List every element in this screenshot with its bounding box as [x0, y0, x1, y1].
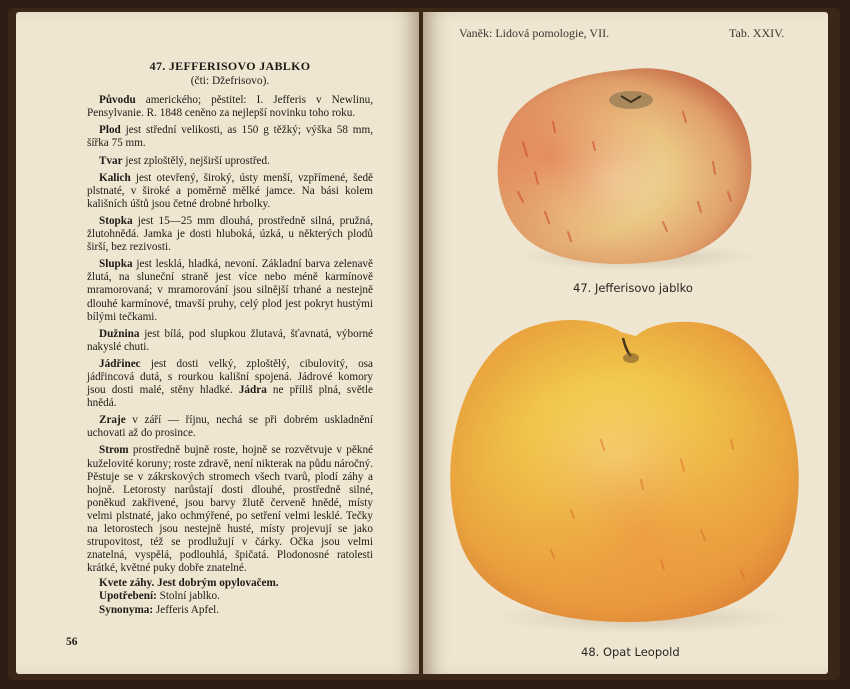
section-core: Jádřinec jest dosti velký, zploštělý, cibulovitý, osa jádřincová dutá, s rourkou kališní spojená. Jádrové komory jsou dosti malé, stěny hladké. Jádra ne příliš plná, světle hnědá. — [87, 357, 373, 410]
caption-opat-leopold: 48. Opat Leopold — [581, 645, 680, 659]
section-ripening: Zraje v září — říjnu, nechá se při dobrém uskladnění uchovati až do prosince. — [87, 414, 373, 440]
left-page — [16, 12, 419, 674]
pronunciation-note: (čti: Džefrisovo). — [190, 75, 270, 88]
caption-jefferis: 47. Jefferisovo jablko — [573, 281, 693, 295]
apple-illustration-jefferis — [483, 52, 763, 277]
plate-number: Tab. XXIV. — [729, 26, 785, 40]
section-shape: Tvar jest zploštělý, nejširší uprostřed. — [99, 154, 270, 167]
section-stalk: Stopka jest 15—25 mm dlouhá, prostředně silná, pružná, žlutohnědá. Jamka je dosti hluboká, úzká, u některých plodů širší, bez rezivosti. — [87, 214, 373, 254]
running-header: Vaněk: Lidová pomologie, VII. — [459, 26, 610, 40]
section-flesh: Dužnina jest bílá, pod slupkou žlutavá, šťavnatá, výborné nakyslé chuti. — [87, 327, 373, 353]
section-fruit: Plod jest střední velikosti, as 150 g těžký; výška 58 mm, šířka 75 mm. — [87, 124, 373, 150]
section-skin: Slupka jest lesklá, hladká, nevoní. Základní barva zelenavě žlutá, na sluneční straně jest více nebo méně karmínově mramorovaná; v mramorování jsou silnější trhané a nestejně dlouhé karmínové, tmavší pruhy, celý plod jest pokryt hustými bílými tečkami. — [87, 258, 373, 323]
variety-title: 47. JEFFERISOVO JABLKO — [149, 59, 311, 73]
right-page — [423, 12, 828, 674]
page-number: 56 — [66, 636, 78, 648]
section-tree: Strom prostředně bujně roste, hojně se rozvětvuje v pěkné kuželovité koruny; roste zdravě, není nikterak na půdu náročný. Pěstuje se v zákrskových stromech všech tvarů, plodí záhy a hojně. Letorosty narůstají dosti dlouhé, prostředně silné, poněkud zakřivené, jsou barvy žlutě červeně hnědé, místy velmi plstnaté, jako ochmýřené, po setření velmi lesklé. Tečky na letorostech jsou nestejně husté, místy projevují se jako strupovitost, též se prodlužují v čárky. Očka jsou velmi znatelná, vyspělá, podlouhlá, špičatá. Plodonosné ratolesti krátké, květné puky dobře znatelné. — [87, 444, 373, 575]
flowering-note: Kvete záhy. Jest dobrým opylovačem. — [99, 577, 279, 590]
synonyms-line: Synonyma: Jefferis Apfel. — [99, 603, 220, 616]
book-spread — [8, 8, 840, 680]
section-calyx: Kalich jest otevřený, široký, ústy menší, vzpřímené, šedě plstnaté, v široké a poměrně mělké jamce. Na bási kolem kališních úštů jsou četné drobné hrbolky. — [87, 171, 373, 210]
description-text — [87, 60, 373, 617]
usage-line: Upotřebení: Stolní jablko. — [99, 590, 220, 603]
section-origin: Původu amerického; pěstitel: I. Jefferis v Newlinu, Pensylvanie. R. 1848 ceněno za nejlepší novinku toho roku. — [87, 94, 373, 120]
apple-illustration-opat-leopold — [441, 300, 811, 640]
